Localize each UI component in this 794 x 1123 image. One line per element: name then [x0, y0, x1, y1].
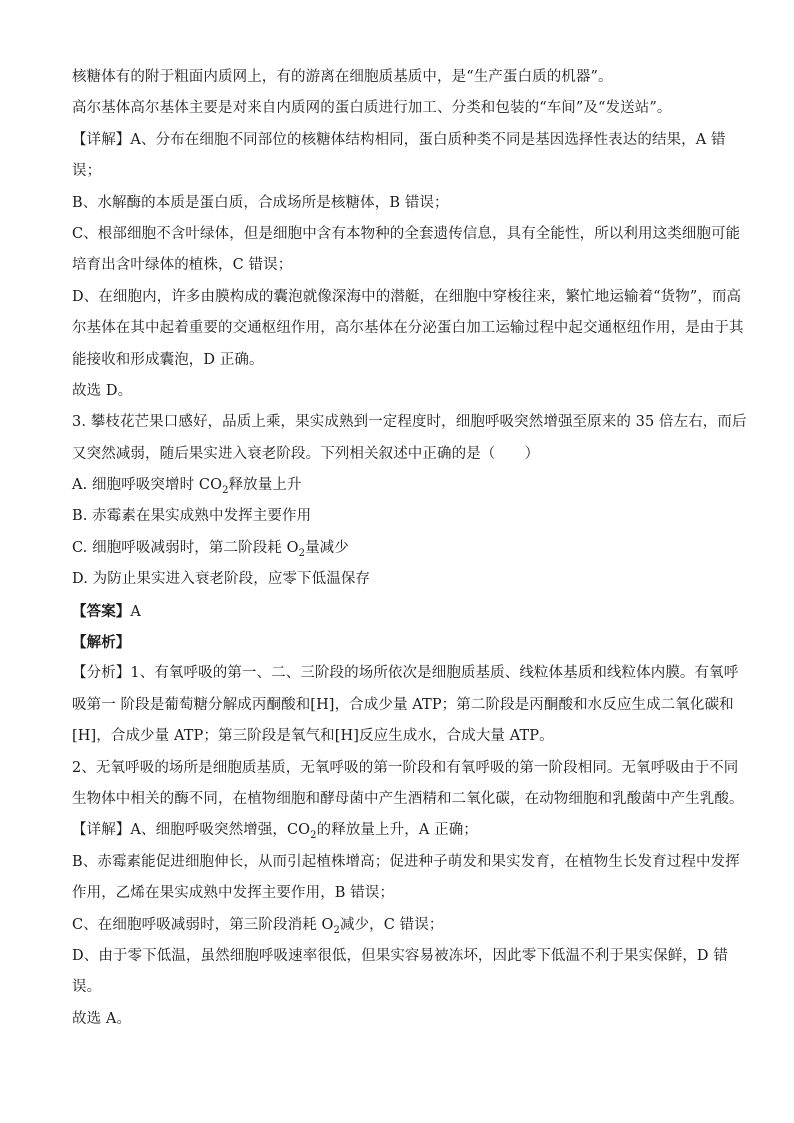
option-a [72, 470, 722, 501]
text-line: 误。 [72, 979, 102, 996]
text-line: D、在细胞内，许多由膜构成的囊泡就像深海中的潜艇，在细胞中穿梭往来，繁忙地运输着“货物”，而高 [72, 288, 742, 305]
text-line [72, 815, 722, 846]
option-d: D. 为防止果实进入衰老阶段，应零下低温保存 [72, 571, 371, 588]
text-line: 生物体中相关的酶不同，在植物细胞和酵母菌中产生酒精和二氧化碳，在动物细胞和乳酸菌中产生乳酸。 [72, 790, 744, 807]
subscript: 2 [298, 547, 306, 559]
question-stem: 又突然减弱，随后果实进入衰老阶段。下列相关叙述中正确的是（ ） [72, 445, 540, 462]
option-a-text-end: 释放量上升 [228, 477, 302, 494]
text-line: 尔基体在其中起着重要的交通枢纽作用，高尔基体在分泌蛋白加工运输过程中起交通枢纽作用，是由于其 [72, 320, 744, 337]
answer-label: 【答案】 [72, 602, 131, 620]
document-page [72, 62, 747, 1035]
text-segment: C、在细胞呼吸减弱时，第三阶段消耗 O [72, 916, 334, 933]
text-line: 2、无氧呼吸的场所是细胞质基质，无氧呼吸的第一阶段和有氧呼吸的第一阶段相同。无氧呼吸由于不同 [72, 759, 739, 776]
subscript: 2 [310, 830, 317, 842]
text-line: B、水解酶的本质是蛋白质，合成场所是核糖体，B 错误； [72, 194, 449, 211]
text-line: 作用，乙烯在果实成熟中发挥主要作用，B 错误； [72, 885, 395, 902]
answer-value: A [130, 603, 141, 620]
text-line: 吸第一 阶段是葡萄糖分解成丙酮酸和[H]，合成少量 ATP；第二阶段是丙酮酸和水反应生成二氧化碳和 [72, 696, 734, 713]
text-line: 误； [72, 163, 102, 180]
subscript: 2 [222, 484, 229, 496]
text-line: D、由于零下低温，虽然细胞呼吸速率很低，但果实容易被冻坏，因此零下低温不利于果实保鲜，D 错 [72, 947, 728, 964]
answer-line [72, 596, 722, 627]
text-line: C、根部细胞不含叶绿体，但是细胞中含有本物种的全套遗传信息，具有全能性，所以利用这类细胞可能 [72, 225, 741, 242]
text-line [72, 910, 722, 941]
text-line: 【详解】A、分布在细胞不同部位的核糖体结构相同，蛋白质种类不同是基因选择性表达的结果，A 错 [72, 131, 726, 148]
text-line: [H]，合成少量 ATP；第三阶段是氧气和[H]反应生成水，合成大量 ATP。 [72, 728, 554, 745]
text-segment: 的释放量上升，A 正确； [316, 822, 478, 839]
analysis-label: 【解析】 [72, 634, 131, 652]
option-b: B. 赤霉素在果实成熟中发挥主要作用 [72, 508, 312, 525]
text-segment: 【详解】A、细胞呼吸突然增强，CO [72, 822, 311, 839]
option-c-text: C. 细胞呼吸减弱时，第二阶段耗 O [72, 539, 299, 556]
text-segment: 减少，C 错误； [339, 916, 444, 933]
option-c-text-end: 量减少 [305, 539, 349, 556]
option-c [72, 533, 722, 564]
question-stem: 3. 攀枝花芒果口感好，品质上乘，果实成熟到一定程度时，细胞呼吸突然增强至原来的 35 倍左右，而后 [72, 414, 747, 431]
option-a-text: A. 细胞呼吸突增时 CO [72, 477, 223, 494]
text-line: B、赤霉素能促进细胞伸长，从而引起植株增高；促进种子萌发和果实发育，在植物生长发育过程中发挥 [72, 853, 740, 870]
text-line: 【分析】1、有氧呼吸的第一、二、三阶段的场所依次是细胞质基质、线粒体基质和线粒体内膜。有氧呼 [72, 665, 739, 682]
text-line: 高尔基体高尔基体主要是对来自内质网的蛋白质进行加工、分类和包装的“车间”及“发送站”。 [72, 100, 672, 117]
text-line: 培育出含叶绿体的植株，C 错误； [72, 257, 293, 274]
subscript: 2 [333, 924, 340, 936]
text-line: 核糖体有的附于粗面内质网上，有的游离在细胞质基质中，是“生产蛋白质的机器”。 [72, 69, 613, 85]
analysis-heading [72, 627, 722, 658]
text-line: 故选 D。 [72, 382, 133, 399]
text-line: 能接收和形成囊泡，D 正确。 [72, 351, 264, 368]
text-line: 故选 A。 [72, 1010, 132, 1027]
